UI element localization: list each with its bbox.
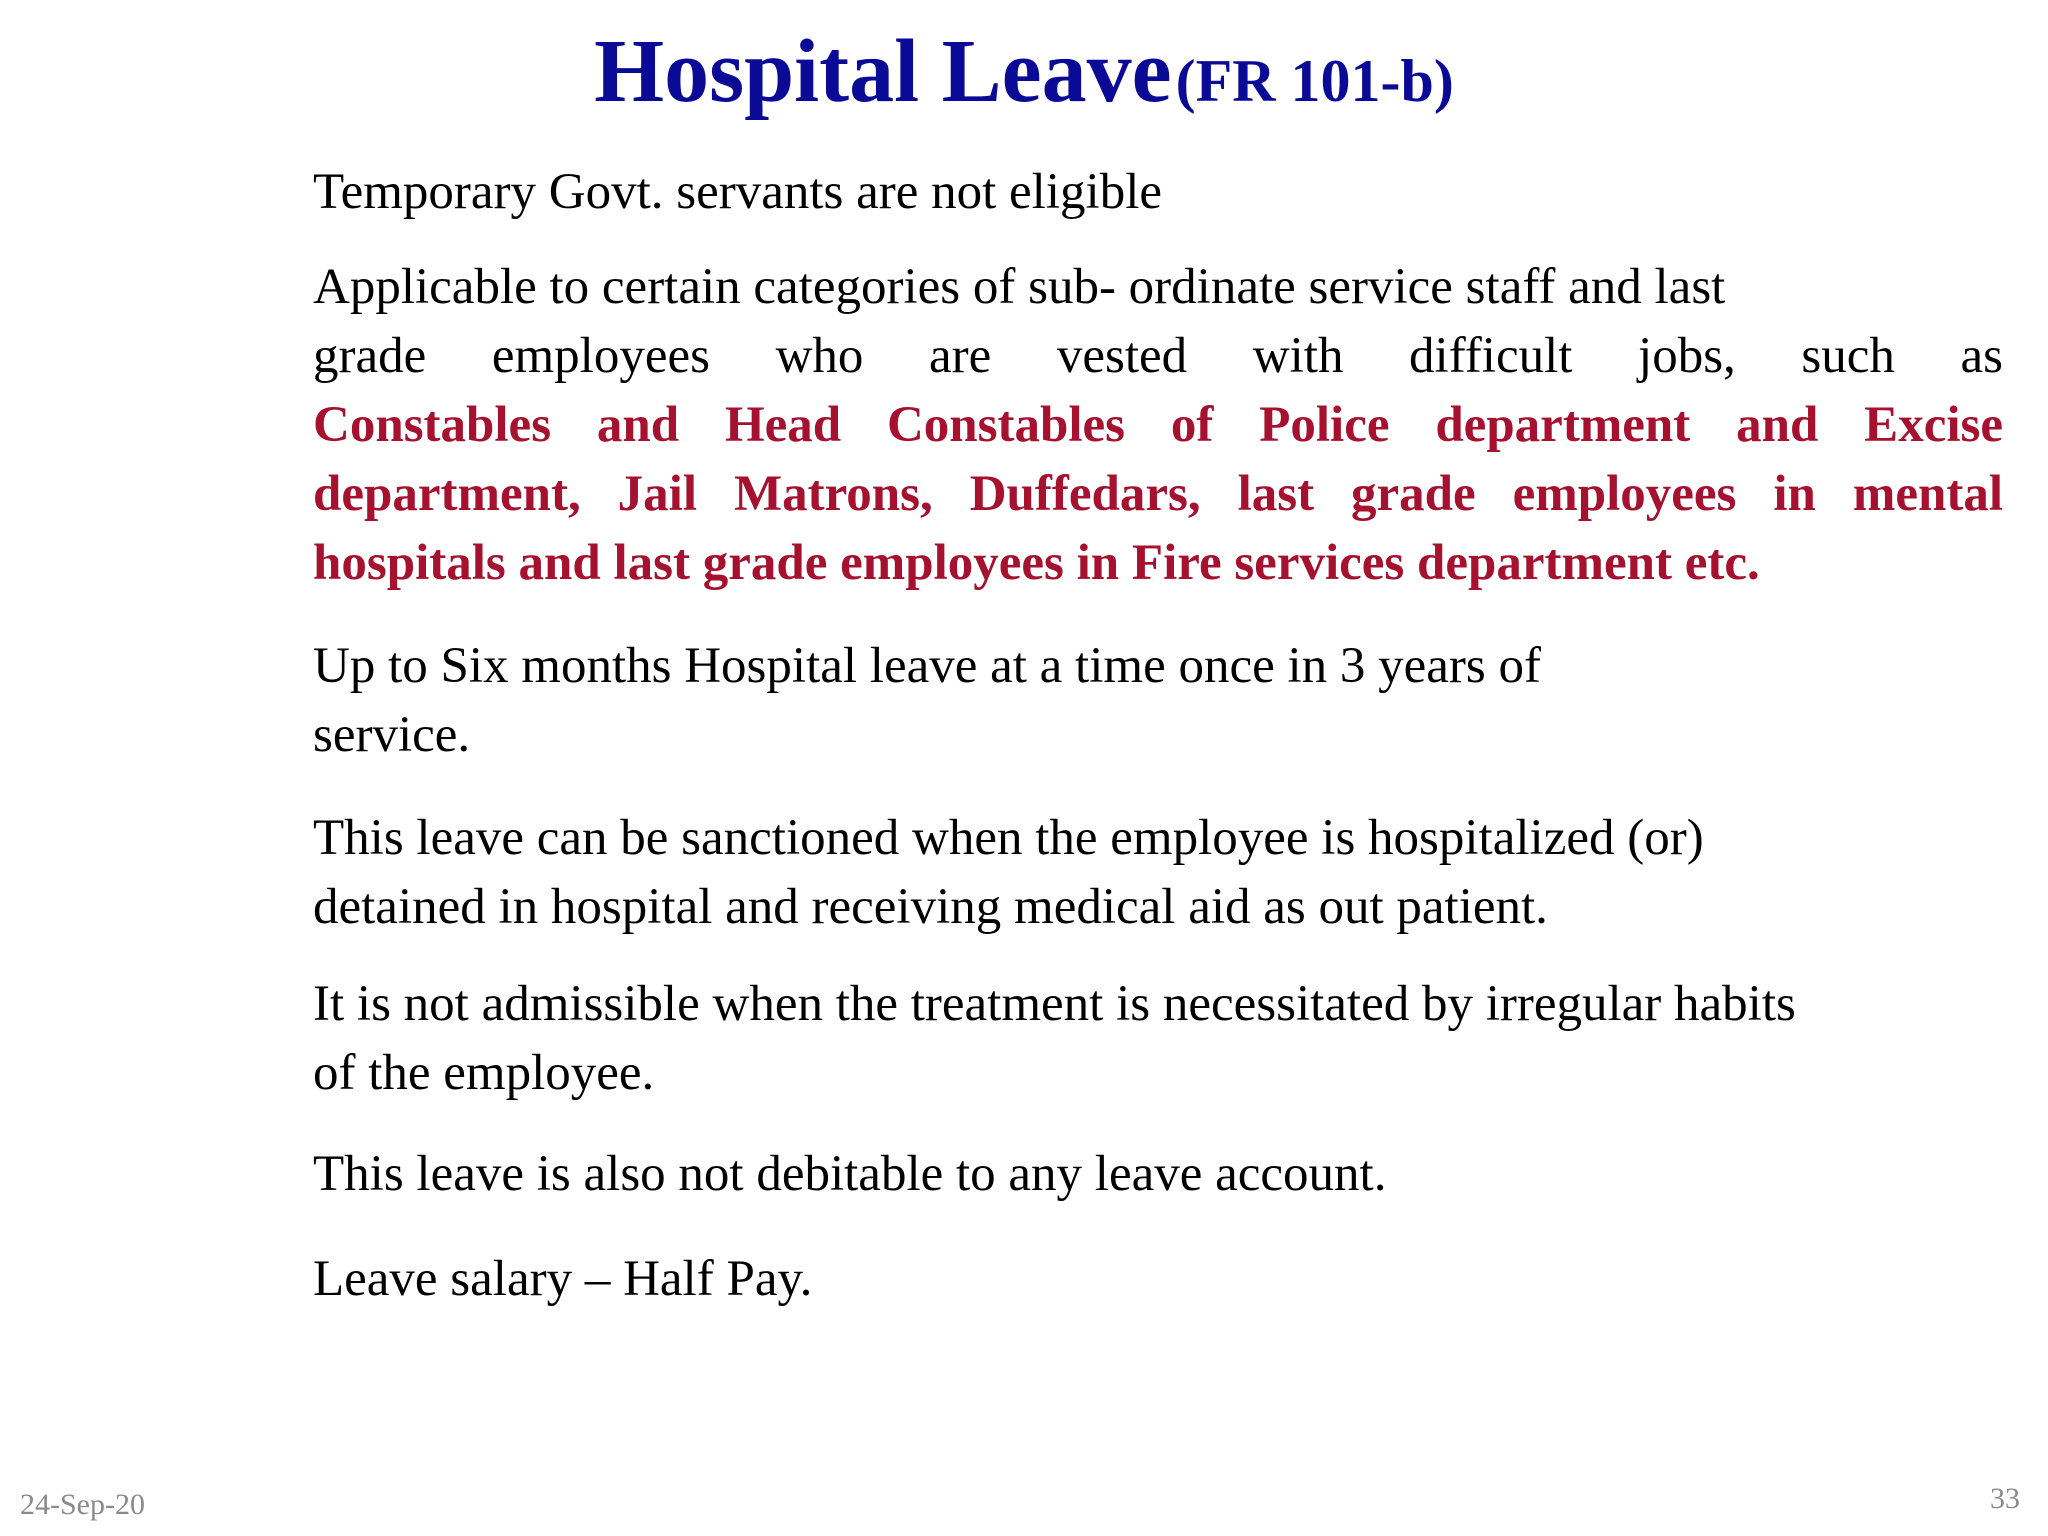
paragraph-line: grade employees who are vested with difficult jobs, such as [313,328,2003,384]
highlighted-categories-line: department, Jail Matrons, Duffedars, last grade employees in mental [313,466,2003,522]
paragraph-line: It is not admissible when the treatment is necessitated by irregular habits [313,976,1796,1032]
paragraph-line: This leave is also not debitable to any leave account. [313,1146,1387,1202]
paragraph-sanction [313,804,2003,942]
paragraph-applicability [313,253,2003,598]
paragraph-line: detained in hospital and receiving medical aid as out patient. [313,879,1548,935]
footer-date: 24-Sep-20 [20,1488,145,1521]
paragraph-debit [313,1140,2003,1209]
paragraph-line: Leave salary – Half Pay. [313,1251,813,1307]
paragraph-line: This leave can be sanctioned when the employee is hospitalized (or) [313,810,1704,866]
paragraph-line: Applicable to certain categories of sub- ordinate service staff and last [313,259,1726,315]
slide-title [0,22,2048,121]
paragraph-line: service. [313,707,471,763]
slide-title-reference: (FR 101-b) [1175,48,1454,114]
highlighted-categories-line: Constables and Head Constables of Police department and Excise [313,397,2003,453]
paragraph-line: Temporary Govt. servants are not eligible [313,164,1162,220]
paragraph-leave-salary [313,1245,2003,1314]
paragraph-line: of the employee. [313,1045,655,1101]
paragraph-eligibility [313,158,2003,227]
page-number: 33 [1990,1482,2020,1515]
highlighted-categories-line: hospitals and last grade employees in Fire services department etc. [313,535,1760,591]
paragraph-line: Up to Six months Hospital leave at a time once in 3 years of [313,638,1541,694]
slide-title-main: Hospital Leave [594,22,1172,121]
paragraph-duration [313,632,2003,770]
paragraph-admissibility [313,970,2003,1108]
